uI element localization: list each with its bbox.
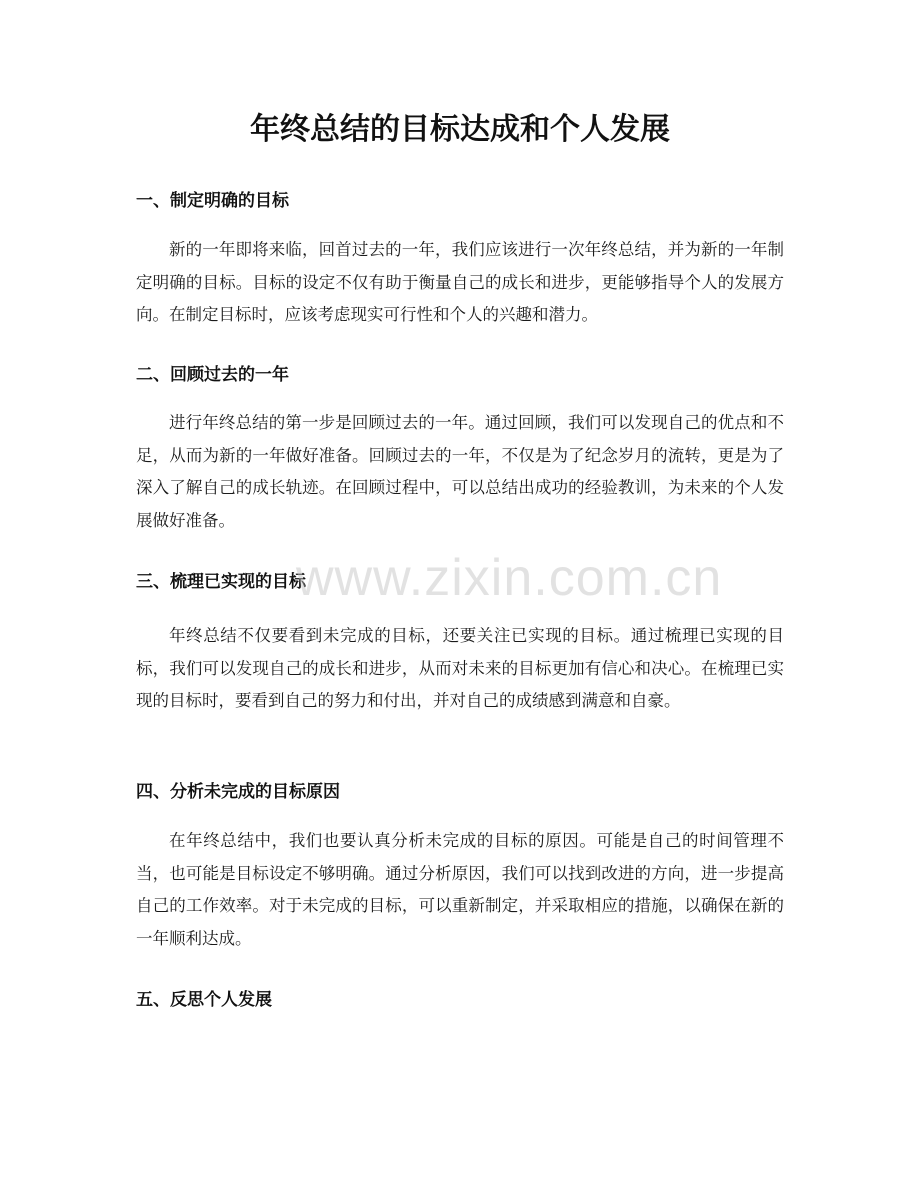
section-paragraph-4: 在年终总结中，我们也要认真分析未完成的目标的原因。可能是自己的时间管理不当，也可能是目标设定不够明确。通过分析原因，我们可以找到改进的方向，进一步提高自己的工作效率。对于未完成的目标，可以重新制定，并采取相应的措施，以确保在新的一年顺利达成。: [136, 831, 784, 949]
watermark: www.zixin.com.cn: [296, 549, 723, 607]
section-paragraph-1: 新的一年即将来临，回首过去的一年，我们应该进行一次年终总结，并为新的一年制定明确的目标。目标的设定不仅有助于衡量自己的成长和进步，更能够指导个人的发展方向。在制定目标时，应该考虑现实可行性和个人的兴趣和潜力。: [136, 240, 784, 325]
document-title: 年终总结的目标达成和个人发展: [250, 112, 670, 147]
section-heading-5: 五、反思个人发展: [136, 990, 272, 1010]
section-paragraph-3: 年终总结不仅要看到未完成的目标，还要关注已实现的目标。通过梳理已实现的目标，我们可以发现自己的成长和进步，从而对未来的目标更加有信心和决心。在梳理已实现的目标时，要看到自己的努力和付出，并对自己的成绩感到满意和自豪。: [136, 626, 784, 711]
section-heading-3: 三、梳理已实现的目标: [136, 572, 306, 592]
section-heading-4: 四、分析未完成的目标原因: [136, 782, 340, 802]
section-heading-1: 一、制定明确的目标: [136, 191, 289, 211]
section-paragraph-2: 进行年终总结的第一步是回顾过去的一年。通过回顾，我们可以发现自己的优点和不足，从而为新的一年做好准备。回顾过去的一年，不仅是为了纪念岁月的流转，更是为了深入了解自己的成长轨迹。在回顾过程中，可以总结出成功的经验教训，为未来的个人发展做好准备。: [136, 413, 784, 531]
section-heading-2: 二、回顾过去的一年: [136, 365, 289, 385]
